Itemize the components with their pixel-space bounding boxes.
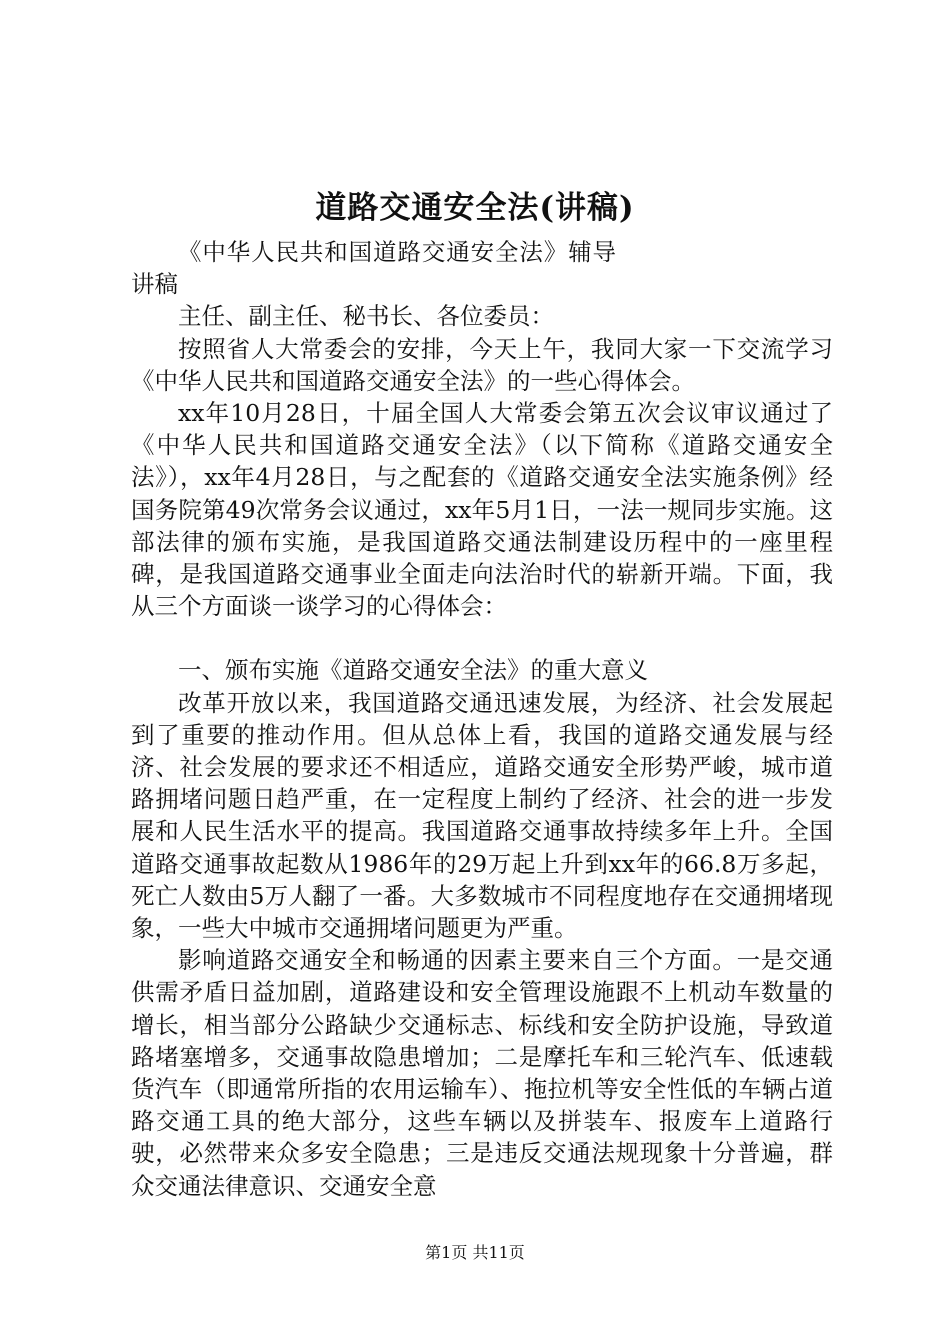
background-paragraph: xx年10月28日，十届全国人大常委会第五次会议审议通过了《中华人民共和国道路交通安全法》（以下简称《道路交通安全法》），xx年4月28日，与之配套的《道路交通安全法实施条例》经国务院第49次常务会议通过，xx年5月1日，一法一规同步实施。这部法律的颁布实施，是我国道路交通法制建设历程中的一座里程碑，是我国道路交通事业全面走向法治时代的崭新开端。下面，我从三个方面谈一谈学习的心得体会： bbox=[131, 399, 833, 621]
factors-paragraph: 影响道路交通安全和畅通的因素主要来自三个方面。一是交通供需矛盾日益加剧，道路建设和安全管理设施跟不上机动车数量的增长，相当部分公路缺少交通标志、标线和安全防护设施，导致道路堵塞增多，交通事故隐患增加；二是摩托车和三轮汽车、低速载货汽车（即通常所指的农用运输车）、拖拉机等安全性低的车辆占道路交通工具的绝大部分，这些车辆以及拼装车、报废车上道路行驶，必然带来众多安全隐患；三是违反交通法规现象十分普遍，群众交通法律意识、交通安全意 bbox=[131, 946, 833, 1200]
section-heading: 一、颁布实施《道路交通安全法》的重大意义 bbox=[178, 656, 648, 685]
subtitle-paragraph: 《中华人民共和国道路交通安全法》辅导讲稿 bbox=[131, 238, 616, 299]
document-body bbox=[131, 236, 833, 1202]
salutation-paragraph: 主任、副主任、秘书长、各位委员： bbox=[178, 302, 554, 331]
page-number-footer: 第1页 共11页 bbox=[425, 1243, 525, 1262]
document-title: 道路交通安全法(讲稿) bbox=[315, 190, 635, 226]
significance-paragraph: 改革开放以来，我国道路交通迅速发展，为经济、社会发展起到了重要的推动作用。但从总体上看，我国的道路交通发展与经济、社会发展的要求还不相适应，道路交通安全形势严峻，城市道路拥堵问题日趋严重，在一定程度上制约了经济、社会的进一步发展和人民生活水平的提高。我国道路交通事故持续多年上升。全国道路交通事故起数从1986年的29万起上升到xx年的66.8万多起，死亡人数由5万人翻了一番。大多数城市不同程度地存在交通拥堵现象，一些大中城市交通拥堵问题更为严重。 bbox=[131, 688, 833, 943]
intro-paragraph: 按照省人大常委会的安排，今天上午，我同大家一下交流学习《中华人民共和国道路交通安全法》的一些心得体会。 bbox=[131, 334, 833, 395]
